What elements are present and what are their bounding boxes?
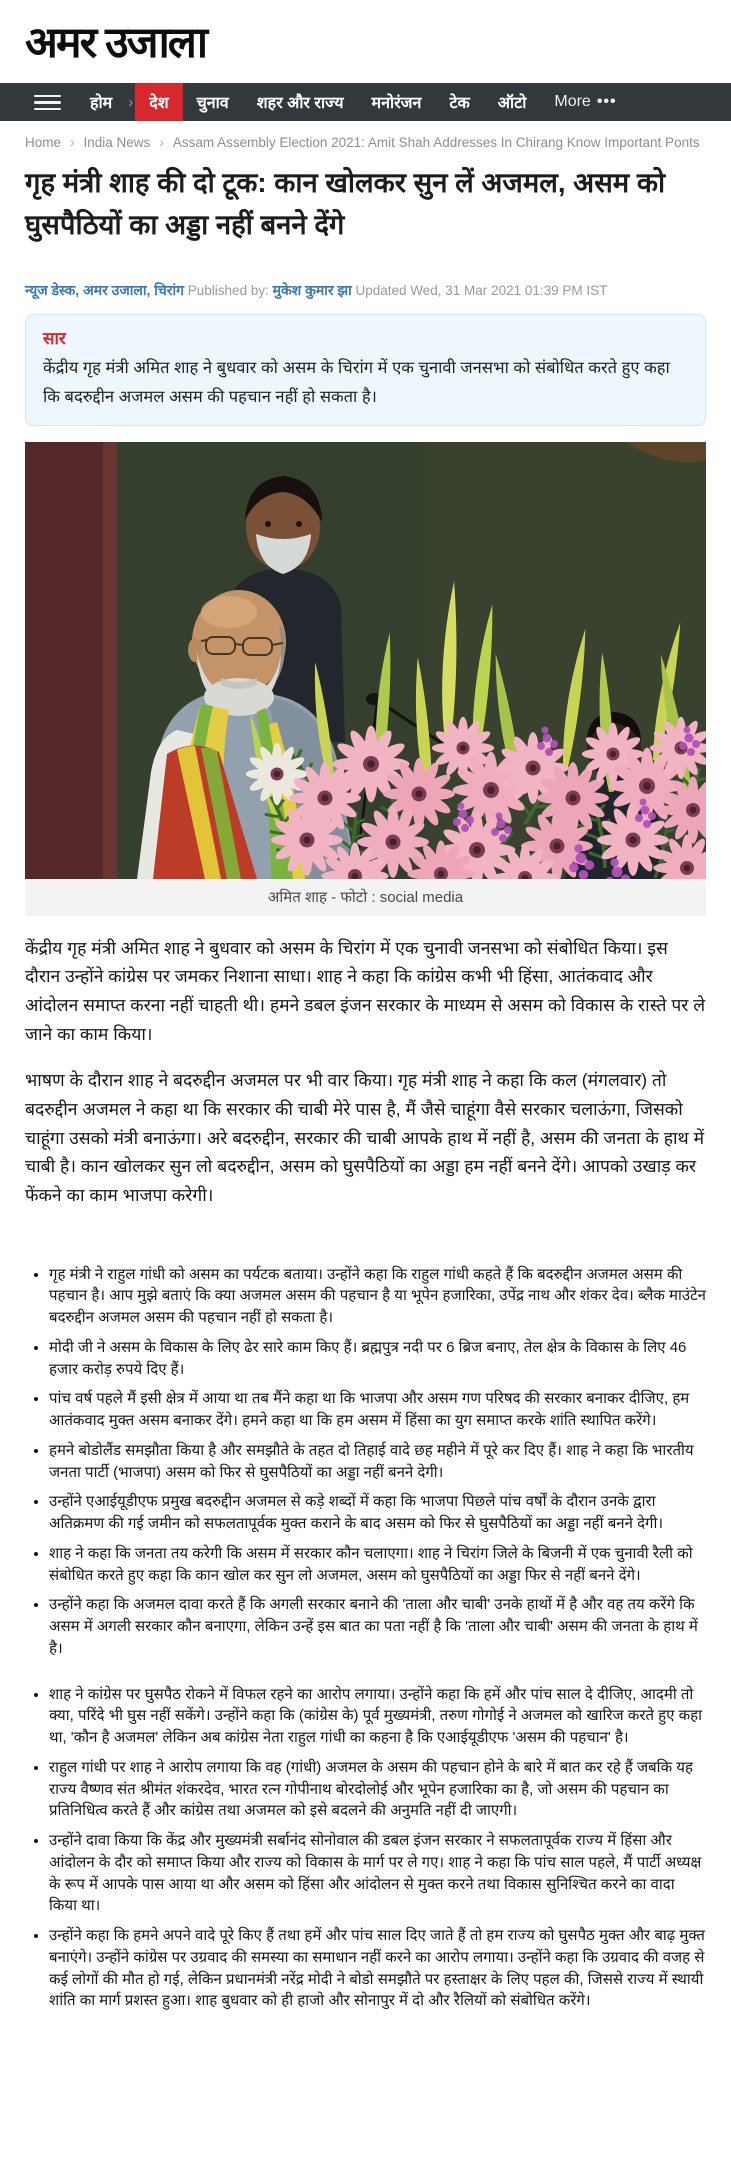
list-item: • उन्होंने एआईयूडीएफ प्रमुख बदरुद्दीन अजमल से कड़े शब्दों में कहा कि भाजपा पिछले पांच वर्षों के दौरान उनके द्वारा अतिक्रमण की गई जमीन को सफलतापूर्वक मुक्त कराने के बाद असम को फिर से घुसपैठियों का अड्डा नहीं बनने देगी। bbox=[49, 1491, 706, 1535]
list-item: • पांच वर्ष पहले मैं इसी क्षेत्र में आया था तब मैंने कहा था कि भाजपा और असम गण परिषद की सरकार बनाकर दीजिए, हम आतंकवाद मुक्त असम बनाकर देंगे। हमने कहा था कि हम असम में हिंसा का युग समाप्त करके शांति स्थापित करेंगे। bbox=[49, 1388, 706, 1432]
nav-item-more[interactable]: More ••• bbox=[554, 93, 617, 111]
nav-item-home[interactable]: होम bbox=[90, 95, 113, 113]
site-header bbox=[0, 0, 731, 83]
page-title: गृह मंत्री शाह की दो टूक: कान खोलकर सुन लें अजमल, असम को घुसपैठियों का अड्डा नहीं बनने देंगे bbox=[25, 167, 666, 241]
list-item: • शाह ने कहा कि जनता तय करेगी कि असम में सरकार कौन चलाएगा। शाह ने चिरांग जिले के बिजनी में एक चुनावी रैली को संबोधित करते हुए कहा कि कान खोल कर सुन लो अजमल, असम को घुसपैठियों का अड्डा फिर से नहीं बनने देंगे। bbox=[49, 1543, 706, 1587]
breadcrumb-current: Assam Assembly Election 2021: Amit Shah Addresses In Chirang Know Important Ponts bbox=[172, 135, 700, 151]
summary-title: सार bbox=[43, 329, 66, 349]
nav-item-chunav[interactable]: चुनाव bbox=[196, 95, 229, 113]
list-item: • हमने बोडोलैंड समझौता किया है और समझौते के तहत दो तिहाई वादे छह महीने में पूरे कर दिए हैं। शाह ने कहा कि भारतीय जनता पार्टी (भाजपा) असम को फिर से घुसपैठियों का अड्डा नहीं बनने देगी। bbox=[49, 1440, 706, 1484]
summary-box bbox=[25, 314, 706, 425]
summary-text: केंद्रीय गृह मंत्री अमित शाह ने बुधवार को असम के चिरांग में एक चुनावी जनसभा को संबोधित करते हुए कहा कि बदरुद्दीन अजमल असम की पहचान नहीं हो सकता है। bbox=[43, 359, 670, 406]
breadcrumb-home[interactable]: Home bbox=[25, 135, 62, 151]
published-by-label: Published by: bbox=[187, 282, 269, 298]
nav-item-shahar-rajya[interactable]: शहर और राज्य bbox=[256, 95, 344, 113]
menu-icon[interactable] bbox=[34, 83, 61, 121]
byline-updated: Updated Wed, 31 Mar 2021 01:39 PM IST bbox=[355, 282, 608, 298]
breadcrumb-separator: › bbox=[70, 135, 75, 151]
list-item: • मोदी जी ने असम के विकास के लिए ढेर सारे काम किए हैं। ब्रह्मपुत्र नदी पर 6 ब्रिज बनाए, तेल क्षेत्र के विकास के लिए 46 हजार करोड़ रुपये दिए हैं। bbox=[49, 1337, 706, 1381]
ellipsis-icon: ••• bbox=[596, 93, 617, 111]
article-paragraph: भाषण के दौरान शाह ने बदरुद्दीन अजमल पर भी वार किया। गृह मंत्री शाह ने कहा कि कल (मंगलवार) तो बदरुद्दीन अजमल ने कहा था कि सरकार की चाबी मेरे पास है, मैं जैसे चाहूंगा वैसे सरकार चलाऊंगा, जिसको चाहूंगा उसको मंत्री बनाऊंगा। अरे बदरुद्दीन, सरकार की चाबी आपके हाथ में नहीं है, असम की जनता के हाथ में चाबी है। कान खोलकर सुन लो बदरुद्दीन, असम को घुसपैठियों का अड्डा हम नहीं बनने देंगे। आपको उखाड़ कर फेंकने का काम भाजपा करेगी। bbox=[25, 1070, 705, 1206]
main-nav bbox=[0, 83, 731, 121]
breadcrumb bbox=[25, 135, 706, 150]
list-item: • उन्होंने कहा कि हमने अपने वादे पूरे किए हैं तथा हमें और पांच साल दिए जाते हैं तो हम राज्य को घुसपैठ मुक्त और बाढ़ मुक्त बनाएंगे। उन्होंने कांग्रेस पर उग्रवाद की समस्या का समाधान नहीं करने का आरोप लगाया। उन्होंने कहा कि उग्रवाद की वजह से कई लोगों की मौत हो गई, लेकिन प्रधानमंत्री नरेंद्र मोदी ने बोडो समझौते पर हस्ताक्षर के लिए पहल की, जिससे राज्य में स्थायी शांति का मार्ग प्रशस्त हुआ। शाह बुधवार को ही हाजो और सोनापुर में दो और रैलियों को संबोधित करेंगे। bbox=[49, 1925, 706, 2012]
list-item: • उन्होंने कहा कि अजमल दावा करते हैं कि अगली सरकार बनाने की 'ताला और चाबी' उनके हाथों में है और वह तय करेंगे कि असम में अगली सरकार कौन बनाएगा, लेकिन उन्हें इस बात का पता नहीं है कि 'ताला और चाबी' असम की जनता के हाथ में है। bbox=[49, 1594, 706, 1659]
bullet-list-1 bbox=[25, 1264, 706, 1660]
list-item: • उन्होंने दावा किया कि केंद्र और मुख्यमंत्री सर्बानंद सोनोवाल की डबल इंजन सरकार ने सफलतापूर्वक राज्य में हिंसा और आंदोलन के दौर को समाप्त किया और राज्य को विकास के मार्ग पर ले गए। शाह ने कहा कि पांच साल पहले, मैं पार्टी अध्यक्ष के रूप में आपके पास आया था और असम को हिंसा और आंदोलन से मुक्त करने तथा विकास सुनिश्चित करने का वादा किया था। bbox=[49, 1830, 706, 1917]
nav-item-manoranjan[interactable]: मनोरंजन bbox=[371, 95, 422, 113]
list-item: • गृह मंत्री ने राहुल गांधी को असम का पर्यटक बताया। उन्होंने कहा कि राहुल गांधी कहते हैं कि बदरुद्दीन अजमल असम की पहचान है। आप मुझे बताएं कि क्या अजमल असम की पहचान है या भूपेन हजारिका, उपेंद्र नाथ और शंकर देव। ब्लैक माउंटेन बदरुद्दीन अजमल असम की पहचान नहीं हो सकता है। bbox=[49, 1264, 706, 1329]
nav-item-desh[interactable]: देश bbox=[135, 83, 182, 121]
byline bbox=[25, 280, 706, 301]
byline-source: न्यूज डेस्क, अमर उजाला, चिरांग bbox=[25, 281, 185, 298]
chevron-right-icon: › bbox=[128, 93, 134, 111]
article-image bbox=[25, 442, 706, 879]
image-caption: अमित शाह - फोटो : social media bbox=[25, 879, 706, 916]
byline-author-link[interactable]: मुकेश कुमार झा bbox=[272, 281, 352, 298]
list-item: • राहुल गांधी पर शाह ने आरोप लगाया कि वह (गांधी) अजमल के असम की पहचान होने के बारे में बात कर रहे हैं जबकि यह राज्य वैष्णव संत श्रीमंत शंकरदेव, भारत रत्न गोपीनाथ बोरदोलोई और भूपेन हजारिका का है, जो असम की पहचान का प्रतिनिधित्व करते हैं और कांग्रेस तथा अजमल को इसे बदलने की अनुमति नहीं दी जाएगी। bbox=[49, 1757, 706, 1822]
list-item: • शाह ने कांग्रेस पर घुसपैठ रोकने में विफल रहने का आरोप लगाया। उन्होंने कहा कि हमें और पांच साल दे दीजिए, आदमी तो क्या, परिंदे भी घुस नहीं सकेंगे। उन्होंने कहा कि (कांग्रेस के) पूर्व मुख्यमंत्री, तरुण गोगोई ने अजमल को खारिज करते हुए कहा था, 'कौन है अजमल' लेकिन अब कांग्रेस नेता राहुल गांधी का कहना है कि एआईयूडीएफ 'असम की पहचान' है। bbox=[49, 1684, 706, 1749]
breadcrumb-india-news[interactable]: India News bbox=[83, 135, 151, 151]
article-figure bbox=[25, 442, 706, 916]
article-paragraph: केंद्रीय गृह मंत्री अमित शाह ने बुधवार को असम के चिरांग में एक चुनावी जनसभा को संबोधित किया। इस दौरान उन्होंने कांग्रेस पर जमकर निशाना साधा। शाह ने कहा कि कांग्रेस कभी भी हिंसा, आतंकवाद और आंदोलन समाप्त करना नहीं चाहती थी। हमने डबल इंजन सरकार के माध्यम से असम को विकास के रास्ते पर ले जाने का काम किया। bbox=[25, 937, 706, 1044]
breadcrumb-separator: › bbox=[159, 135, 164, 151]
nav-item-tech[interactable]: टेक bbox=[449, 95, 470, 113]
bullet-list-2 bbox=[25, 1684, 706, 2013]
nav-item-auto[interactable]: ऑटो bbox=[497, 95, 527, 113]
brand-logo[interactable]: अमर उजाला bbox=[25, 19, 206, 67]
article-content bbox=[0, 135, 731, 2034]
